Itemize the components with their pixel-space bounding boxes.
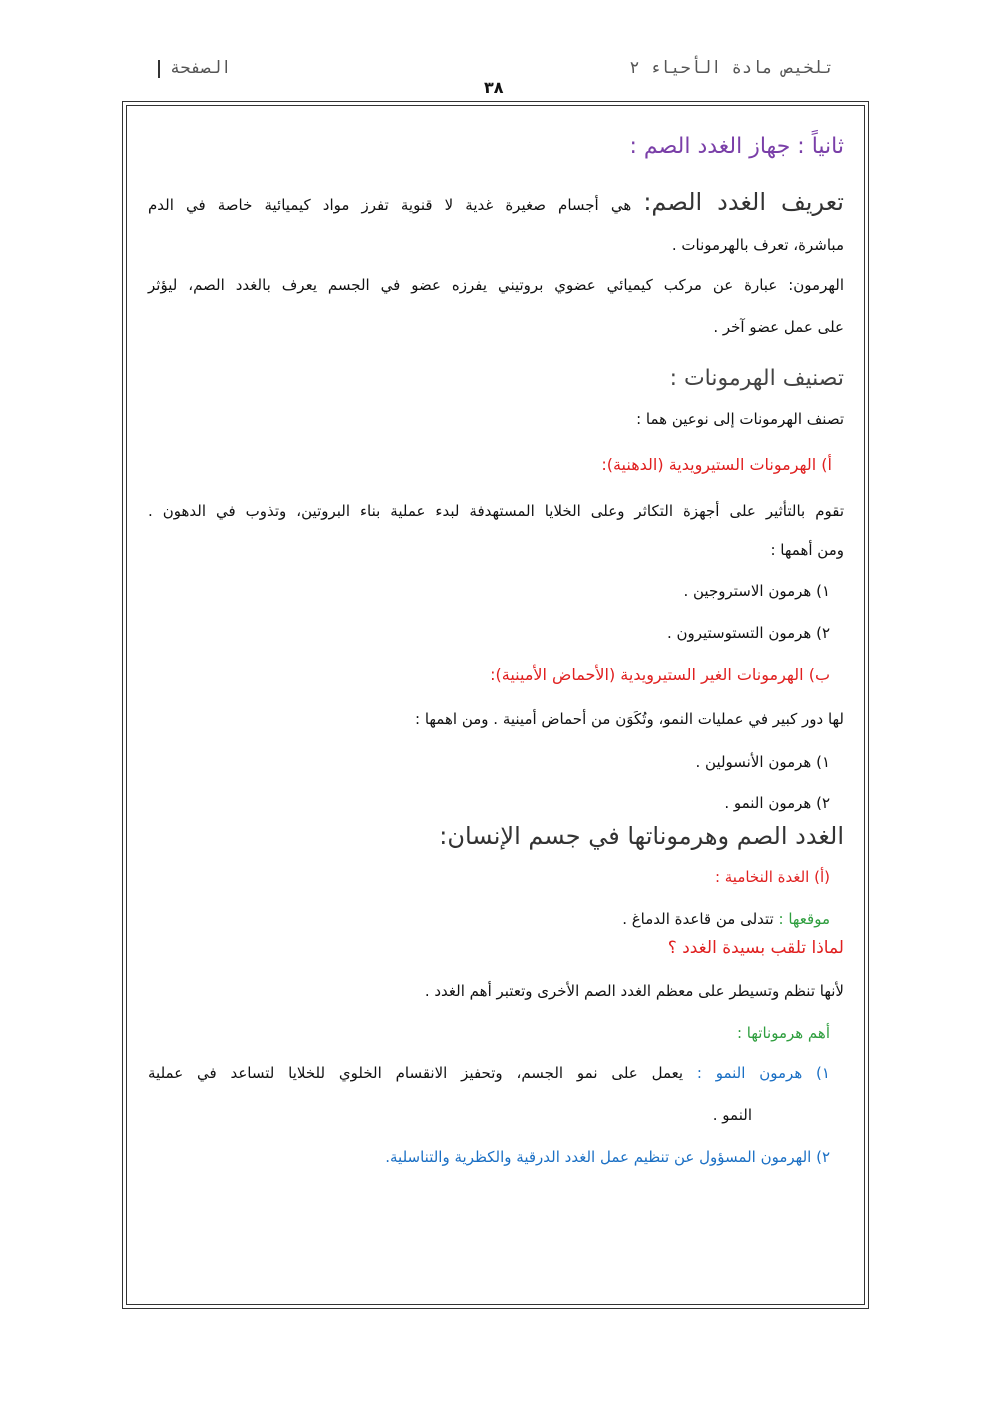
steroid-description: تقوم بالتأثير على أجهزة التكاثر وعلى الخلايا المستهدفة لبدء عملية بناء البروتين، وتذوب في الدهون .: [148, 502, 844, 520]
location-line: [622, 910, 830, 928]
hormone-definition: الهرمون: عبارة عن مركب كيميائي عضوي بروتيني يفرزه عضو في الجسم يعرف بالغدد الصم، ليؤثر: [148, 276, 844, 294]
header-page-label: الصفحة: [170, 58, 232, 78]
definition-term: تعريف الغدد الصم:: [643, 188, 844, 216]
steroid-intro: ومن أهمها :: [770, 541, 844, 559]
location-label: موقعها :: [778, 910, 830, 928]
list-item: ١) هرمون الأنسولين .: [695, 753, 830, 771]
classification-intro: تصنف الهرمونات إلى نوعين هما :: [636, 410, 844, 428]
definition-continuation: مباشرة، تعرف بالهرمونات .: [671, 236, 844, 254]
hormone-definition-continuation: على عمل عضو آخر .: [713, 318, 844, 336]
list-item: ٢) هرمون النمو .: [724, 794, 830, 812]
nonsteroid-description: لها دور كبير في عمليات النمو، وتُكَوَن من أحماض أمينية . ومن اهمها :: [415, 710, 844, 728]
definition-paragraph: [148, 188, 844, 216]
hormones-label: أهم هرموناتها :: [736, 1024, 830, 1042]
list-item: ١) هرمون الاستروجين .: [683, 582, 830, 600]
list-item: ٢) هرمون التستوستيرون .: [666, 624, 830, 642]
section-heading: ثانياً : جهاز الغدد الصم :: [629, 134, 844, 159]
growth-hormone-text: يعمل على نمو الجسم، وتحفيز الانقسام الخلوي للخلايا لتساعد في عملية: [148, 1064, 684, 1082]
growth-hormone-label: ١) هرمون النمو :: [696, 1064, 830, 1082]
regulating-hormone-item: ٢) الهرمون المسؤول عن تنظيم عمل الغدد الدرقية والكظرية والتناسلية.: [385, 1148, 830, 1166]
glands-heading: الغدد الصم وهرموناتها في جسم الإنسان:: [439, 822, 844, 850]
growth-hormone-item: [148, 1064, 830, 1082]
answer-text: لأنها تنظم وتسيطر على معظم الغدد الصم الأخرى وتعتبر أهم الغدد .: [424, 982, 844, 1000]
steroid-title: أ) الهرمونات الستيرويدية (الدهنية):: [601, 455, 832, 474]
location-text: تتدلى من قاعدة الدماغ .: [622, 910, 774, 928]
header-divider: [158, 60, 160, 78]
header-title: تلخيص مادة الأحياء ٢: [629, 58, 834, 78]
classification-heading: تصنيف الهرمونات :: [669, 366, 844, 391]
page-number: ٣٨: [484, 78, 504, 97]
definition-text: هي أجسام صغيرة غدية لا قنوية تفرز مواد كيميائية خاصة في الدم: [148, 196, 632, 214]
growth-hormone-continuation: النمو .: [712, 1106, 752, 1124]
question-heading: لماذا تلقب بسيدة الغدد ؟: [667, 938, 844, 958]
pituitary-title: (أ) الغدة النخامية :: [714, 868, 830, 886]
nonsteroid-title: ب) الهرمونات الغير الستيرويدية (الأحماض الأمينية):: [490, 665, 830, 684]
